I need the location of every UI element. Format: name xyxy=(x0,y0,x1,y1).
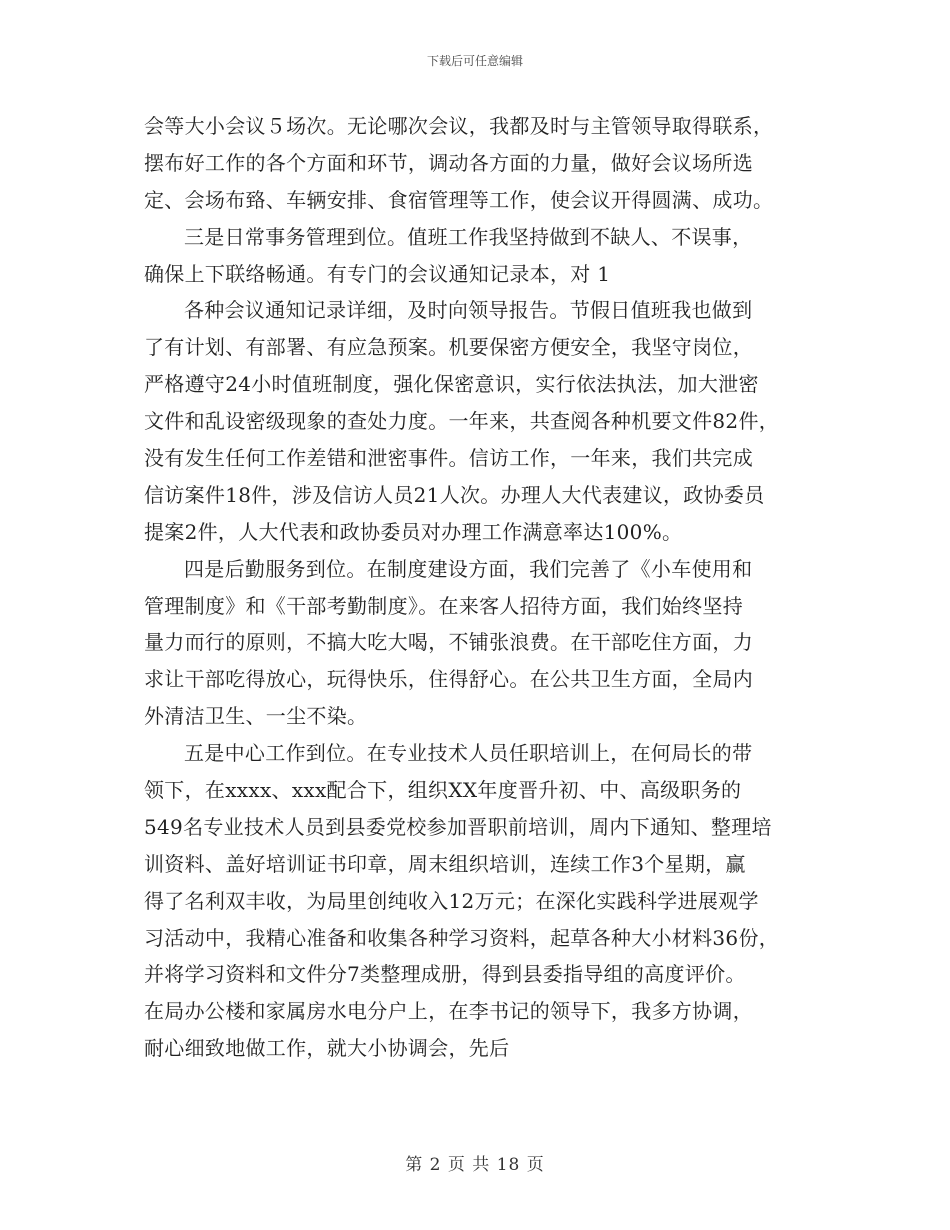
text-line: 在局办公楼和家属房水电分户上，在李书记的领导下，我多方协调， xyxy=(144,999,753,1024)
text-line: 训资料、盖好培训证书印章，周末组织培训，连续工作3个星期，赢 xyxy=(144,851,746,876)
page-number-footer: 第 2 页 共 18 页 xyxy=(405,1155,545,1175)
text-line: 没有发生任何工作差错和泄密事件。信访工作，一年来，我们共完成 xyxy=(144,446,753,471)
paragraph-start-line: 三是日常事务管理到位。值班工作我坚持做到不缺人、不误事， xyxy=(184,224,753,249)
text-line: 外清洁卫生、一尘不染。 xyxy=(144,704,368,729)
text-line: 了有计划、有部署、有应急预案。机要保密方便安全，我坚守岗位， xyxy=(144,335,753,360)
text-line: 并将学习资料和文件分7类整理成册，得到县委指导组的高度评价。 xyxy=(144,962,746,987)
text-line: 会等大小会议５场次。无论哪次会议，我都及时与主管领导取得联系， xyxy=(144,114,774,138)
text-line: 确保上下联络畅通。有专门的会议通知记录本，对 1 xyxy=(144,261,611,286)
text-line: 549名专业技术人员到县委党校参加晋职前培训，周内下通知、整理培 xyxy=(144,814,772,839)
text-line: 耐心细致地做工作，就大小协调会，先后 xyxy=(144,1036,510,1061)
text-line: 管理制度》和《干部考勤制度》。在来客人招待方面，我们始终坚持 xyxy=(144,593,743,618)
text-line: 习活动中，我精心准备和收集各种学习资料，起草各种大小材料36份， xyxy=(144,925,780,950)
text-line: 严格遵守24小时值班制度，强化保密意识，实行依法执法，加大泄密 xyxy=(144,372,759,397)
text-line: 文件和乱设密级现象的查处力度。一年来，共查阅各种机要文件82件， xyxy=(144,409,780,434)
text-line: 摆布好工作的各个方面和环节，调动各方面的力量，做好会议场所选 xyxy=(144,150,753,175)
text-line: 定、会场布臵、车辆安排、食宿管理等工作，使会议开得圆满、成功。 xyxy=(144,187,774,212)
paragraph-start-line: 五是中心工作到位。在专业技术人员任职培训上，在何局长的带 xyxy=(184,741,753,766)
paragraph-start-line: 各种会议通知记录详细，及时向领导报告。节假日值班我也做到 xyxy=(184,298,753,323)
document-body xyxy=(144,108,824,1067)
paragraph-start-line: 四是后勤服务到位。在制度建设方面，我们完善了《小车使用和 xyxy=(184,556,753,581)
page-header-note: 下载后可任意编辑 xyxy=(426,54,523,68)
text-line: 量力而行的原则，不搞大吃大喝，不铺张浪费。在干部吃住方面，力 xyxy=(144,630,753,655)
text-line: 提案2件，人大代表和政协委员对办理工作满意率达100%。 xyxy=(144,519,683,544)
text-line: 信访案件18件，涉及信访人员21人次。办理人大代表建议，政协委员 xyxy=(144,482,765,507)
text-line: 得了名利双丰收，为局里创纯收入12万元；在深化实践科学进展观学 xyxy=(144,888,759,913)
text-line: 领下，在xxxx、xxx配合下，组织XX年度晋升初、中、高级职务的 xyxy=(144,778,742,803)
text-line: 求让干部吃得放心，玩得快乐，住得舒心。在公共卫生方面，全局内 xyxy=(144,667,753,692)
